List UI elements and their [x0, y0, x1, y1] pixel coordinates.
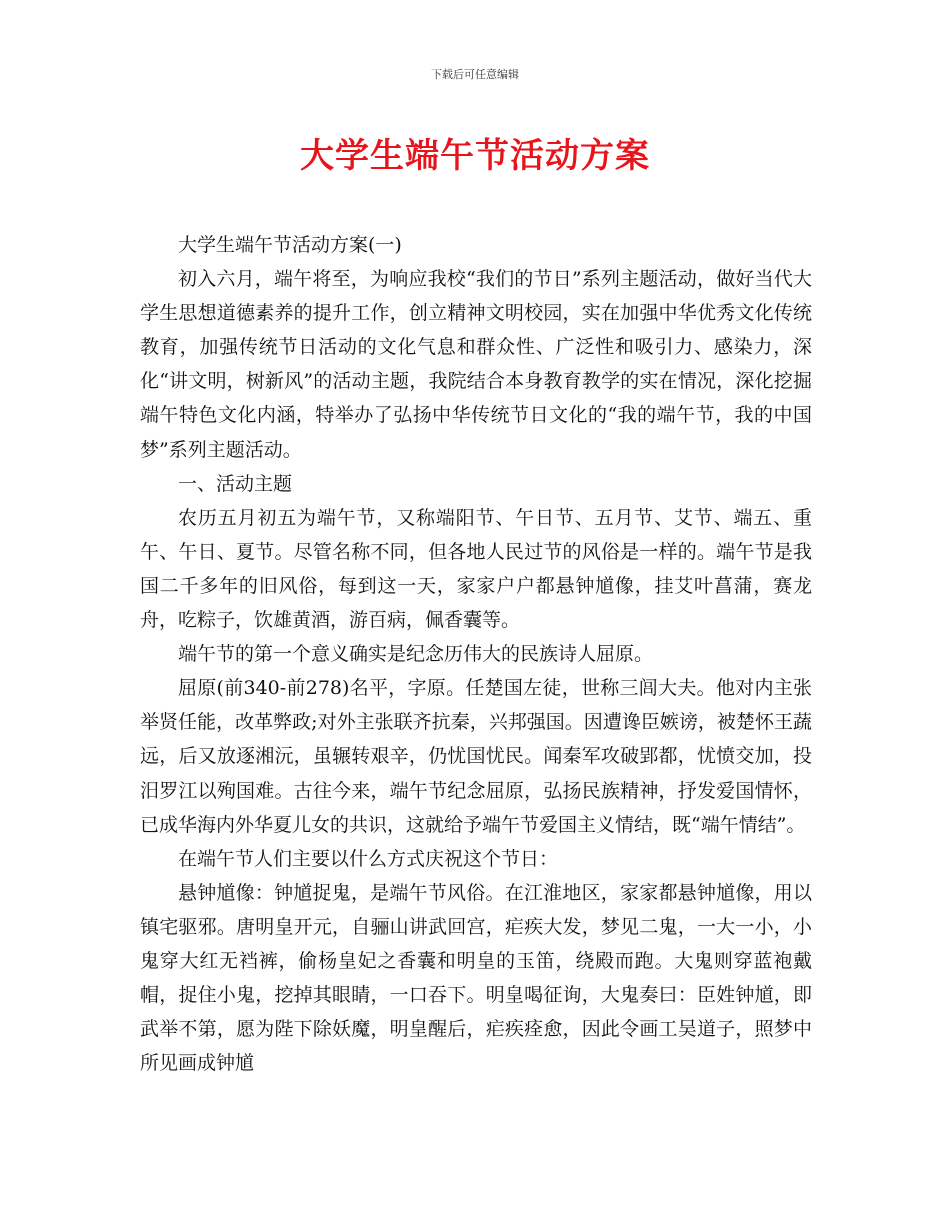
paragraph: 屈原(前340-前278)名平，字原。任楚国左徒，世称三闾大夫。他对内主张举贤任能，改革弊政;对外主张联齐抗秦，兴邦强国。因遭谗臣嫉谤，被楚怀王蔬远，后又放逐湘沅，虽辗转艰辛，仍忧国忧民。闻秦军攻破郢都，忧愤交加，投汨罗江以殉国难。古往今来，端午节纪念屈原，弘扬民族精神，抒发爱国情怀，已成华海内外华夏儿女的共识，这就给予端午节爱国主义情结，既“端午情结”。 — [140, 677, 812, 836]
paragraph: 端午节的第一个意义确实是纪念历伟大的民族诗人屈原。 — [178, 643, 654, 666]
paragraph: 初入六月，端午将至，为响应我校“我们的节日”系列主题活动，做好当代大学生思想道德素养的提升工作，创立精神文明校园，实在加强中华优秀文化传统教育，加强传统节日活动的文化气息和群众性、广泛性和吸引力、感染力，深化“讲文明，树新风”的活动主题，我院结合本身教育教学的实在情况，深化挖掘端午特色文化内涵，特举办了弘扬中华传统节日文化的“我的端午节，我的中国梦”系列主题活动。 — [140, 268, 812, 461]
section-heading: 大学生端午节活动方案(一) — [178, 234, 402, 256]
section-heading: 一、活动主题 — [178, 472, 293, 495]
paragraph: 悬钟馗像：钟馗捉鬼，是端午节风俗。在江淮地区，家家都悬钟馗像，用以镇宅驱邪。唐明皇开元，自骊山讲武回宫，疟疾大发，梦见二鬼，一大一小，小鬼穿大红无裆裤，偷杨皇妃之香囊和明皇的玉笛，绕殿而跑。大鬼则穿蓝袍戴帽，捉住小鬼，挖掉其眼睛，一口吞下。明皇喝征询，大鬼奏曰：臣姓钟馗，即武举不第，愿为陛下除妖魔，明皇醒后，疟疾痊愈，因此令画工吴道子，照梦中所见画成钟馗 — [140, 881, 812, 1075]
header-note: 下载后可任意编辑 — [431, 68, 519, 81]
document-body — [140, 228, 812, 1080]
document-title: 大学生端午节活动方案 — [300, 136, 650, 176]
paragraph: 农历五月初五为端午节，又称端阳节、午日节、五月节、艾节、端五、重午、午日、夏节。尽管名称不同，但各地人民过节的风俗是一样的。端午节是我国二千多年的旧风俗，每到这一天，家家户户都悬钟馗像，挂艾叶菖蒲，赛龙舟，吃粽子，饮雄黄酒，游百病，佩香囊等。 — [140, 506, 812, 632]
paragraph: 在端午节人们主要以什么方式庆祝这个节日： — [178, 847, 559, 870]
